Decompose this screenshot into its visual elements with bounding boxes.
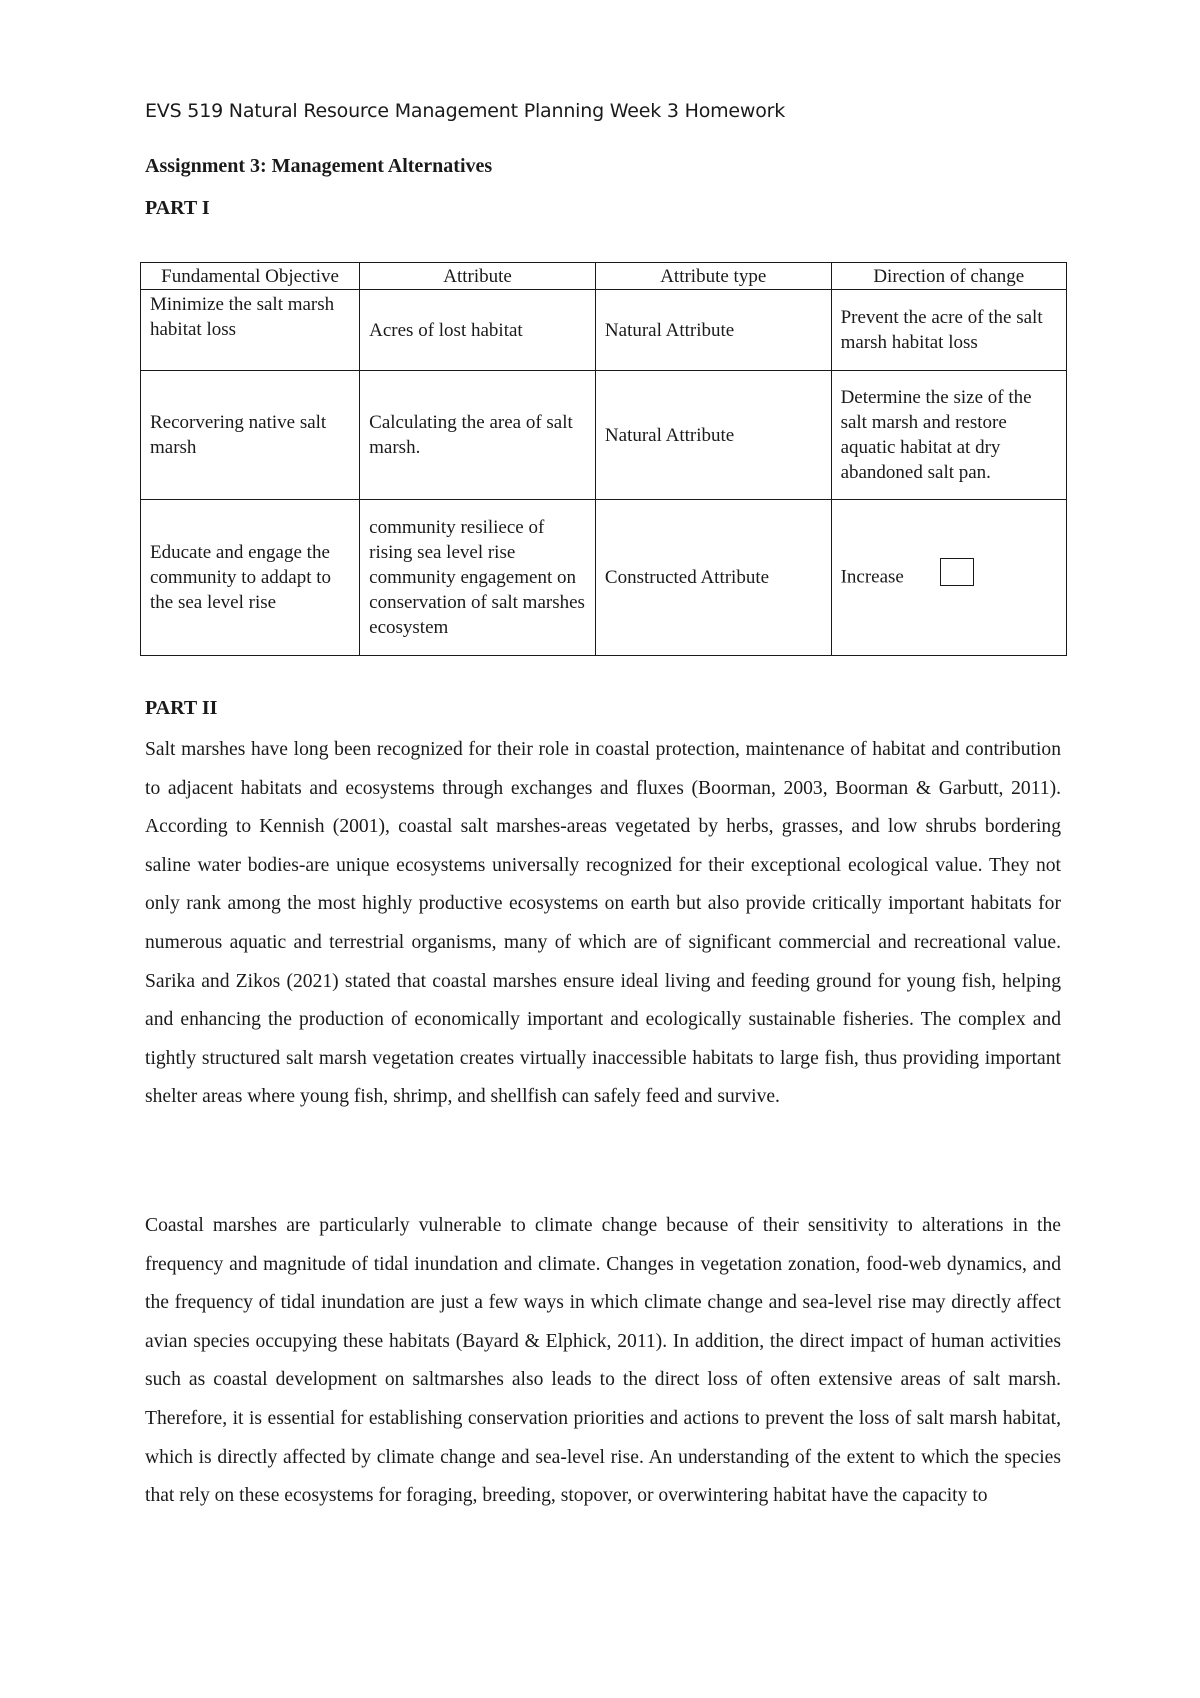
- table-row: [141, 371, 1067, 500]
- cell-direction: Determine the size of the salt marsh and restore aquatic habitat at dry abandoned salt pan.: [831, 371, 1066, 500]
- paragraph: Coastal marshes are particularly vulnerable to climate change because of their sensitivity to alterations in the frequency and magnitude of tidal inundation and climate. Changes in vegetation zonation, food-web dynamics, and the frequency of tidal inundation are just a few ways in which climate change and sea-level rise may directly affect avian species occupying these habitats (Bayard & Elphick, 2011). In addition, the direct impact of human activities such as coastal development on saltmarshes also leads to the direct loss of often extensive areas of salt marsh. Therefore, it is essential for establishing conservation priorities and actions to prevent the loss of salt marsh habitat, which is directly affected by climate change and sea-level rise. An understanding of the extent to which the species that rely on these ecosystems for foraging, breeding, stopover, or overwintering habitat have the capacity to: [145, 1215, 1061, 1507]
- document-header: EVS 519 Natural Resource Management Planning Week 3 Homework: [145, 100, 786, 122]
- cell-objective: Educate and engage the community to addapt to the sea level rise: [141, 500, 360, 656]
- cell-attribute-type: Natural Attribute: [595, 290, 831, 371]
- cell-objective: Recorvering native salt marsh: [141, 371, 360, 500]
- table-row: [141, 500, 1067, 656]
- part1-heading: PART I: [145, 197, 210, 219]
- empty-box-shape: [940, 558, 974, 586]
- objectives-table: [140, 262, 1067, 656]
- assignment-title: Assignment 3: Management Alternatives: [145, 155, 493, 177]
- cell-attribute-type: Constructed Attribute: [595, 500, 831, 656]
- header-fundamental-objective: Fundamental Objective: [141, 263, 360, 290]
- cell-objective: Minimize the salt marsh habitat loss: [141, 290, 360, 371]
- header-direction-of-change: Direction of change: [831, 263, 1066, 290]
- header-attribute: Attribute: [360, 263, 596, 290]
- cell-attribute-type: Natural Attribute: [595, 371, 831, 500]
- direction-label: Increase: [840, 565, 904, 587]
- paragraph: Salt marshes have long been recognized for their role in coastal protection, maintenance of habitat and contribution to adjacent habitats and ecosystems through exchanges and fluxes (Boorman, 2003, Boorman & Garbutt, 2011). According to Kennish (2001), coastal salt marshes-areas vegetated by herbs, grasses, and low shrubs bordering saline water bodies-are unique ecosystems universally recognized for their exceptional ecological value. They not only rank among the most highly productive ecosystems on earth but also provide critically important habitats for numerous aquatic and terrestrial organisms, many of which are of significant commercial and recreational value. Sarika and Zikos (2021) stated that coastal marshes ensure ideal living and feeding ground for young fish, helping and enhancing the production of economically important and ecologically sustainable fisheries. The complex and tightly structured salt marsh vegetation creates virtually inaccessible habitats to large fish, thus providing important shelter areas where young fish, shrimp, and shellfish can safely feed and survive.: [145, 739, 1061, 1108]
- cell-direction: Prevent the acre of the salt marsh habitat loss: [831, 290, 1066, 371]
- header-attribute-type: Attribute type: [595, 263, 831, 290]
- cell-attribute: Acres of lost habitat: [360, 290, 596, 371]
- part2-heading: PART II: [145, 697, 218, 719]
- cell-attribute: community resiliece of rising sea level rise community engagement on conservation of salt marshes ecosystem: [360, 500, 596, 656]
- cell-attribute: Calculating the area of salt marsh.: [360, 371, 596, 500]
- table-header-row: [141, 263, 1067, 290]
- table-row: [141, 290, 1067, 371]
- cell-direction: [831, 500, 1066, 656]
